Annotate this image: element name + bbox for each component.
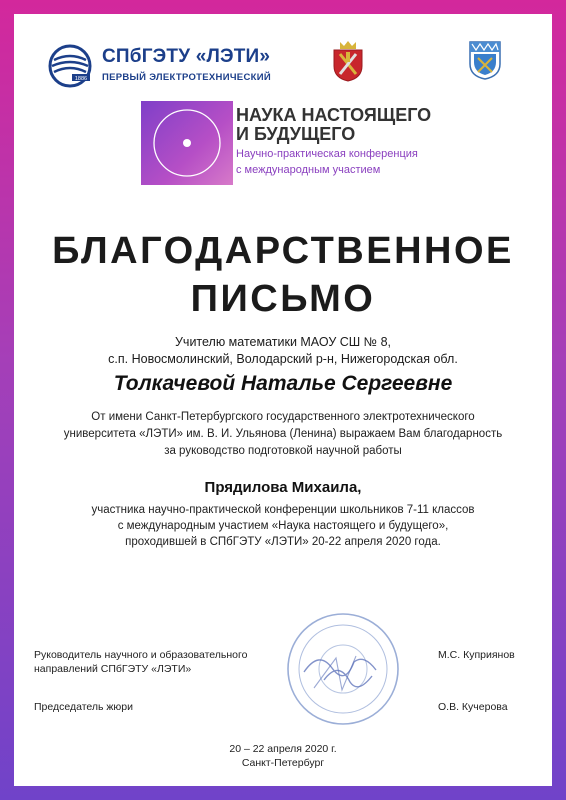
event-line-3: проходившей в СПбГЭТУ «ЛЭТИ» 20-22 апреля 2020 года. — [125, 536, 441, 548]
document-title-line1: БЛАГОДАРСТВЕННОЕ — [52, 230, 514, 272]
university-subtitle: ПЕРВЫЙ ЭЛЕКТРОТЕХНИЧЕСКИЙ — [102, 72, 271, 83]
conference-title-line1: НАУКА НАСТОЯЩЕГО — [236, 105, 432, 125]
leningrad-oblast-coat-icon — [468, 40, 502, 80]
logo-year: 1886 — [74, 75, 88, 82]
signatory1-role-line2: направлений СПбГЭТУ «ЛЭТИ» — [34, 663, 192, 675]
leti-logo-icon — [46, 42, 96, 90]
document-title-line2: ПИСЬМО — [190, 278, 376, 320]
body-line-2: университета «ЛЭТИ» им. В. И. Ульянова (Ленина) выражаем Вам благодарность — [63, 428, 503, 440]
university-name: СПбГЭТУ «ЛЭТИ» — [102, 46, 271, 67]
conference-title-line2: И БУДУЩЕГО — [236, 124, 356, 144]
signatory2-role: Председатель жюри — [34, 701, 134, 713]
signatory2-name: О.В. Кучерова — [438, 701, 508, 713]
conference-subtitle-line2: с международным участием — [236, 164, 381, 176]
signatory1-role-line1: Руководитель научного и образовательного — [34, 649, 248, 661]
signatory1-name: М.С. Куприянов — [438, 649, 515, 661]
letter-sheet — [14, 14, 552, 786]
conference-logo — [141, 101, 233, 185]
conference-subtitle-line1: Научно-практическая конференция — [236, 148, 418, 160]
conference-circle-icon — [141, 101, 233, 185]
spb-coat-of-arms-icon — [330, 40, 366, 82]
recipient-location: с.п. Новосмолинский, Володарский р-н, Нижегородская обл. — [108, 352, 458, 366]
recipient-name: Толкачевой Наталье Сергеевне — [113, 372, 453, 395]
student-name: Прядилова Михаила, — [204, 479, 362, 496]
body-line-3: за руководство подготовкой научной работы — [164, 445, 402, 457]
event-line-2: с международным участием «Наука настоящего и будущего», — [117, 520, 449, 532]
leti-logo — [46, 40, 286, 92]
recipient-position: Учителю математики МАОУ СШ № 8, — [174, 335, 391, 349]
official-stamp — [284, 610, 402, 728]
event-line-1: участника научно-практической конференции школьников 7-11 классов — [91, 504, 475, 516]
footer-date: 20 – 22 апреля 2020 г. — [229, 743, 337, 755]
footer-city: Санкт-Петербург — [241, 757, 325, 769]
body-line-1: От имени Санкт-Петербургского государственного электротехнического — [91, 411, 475, 423]
